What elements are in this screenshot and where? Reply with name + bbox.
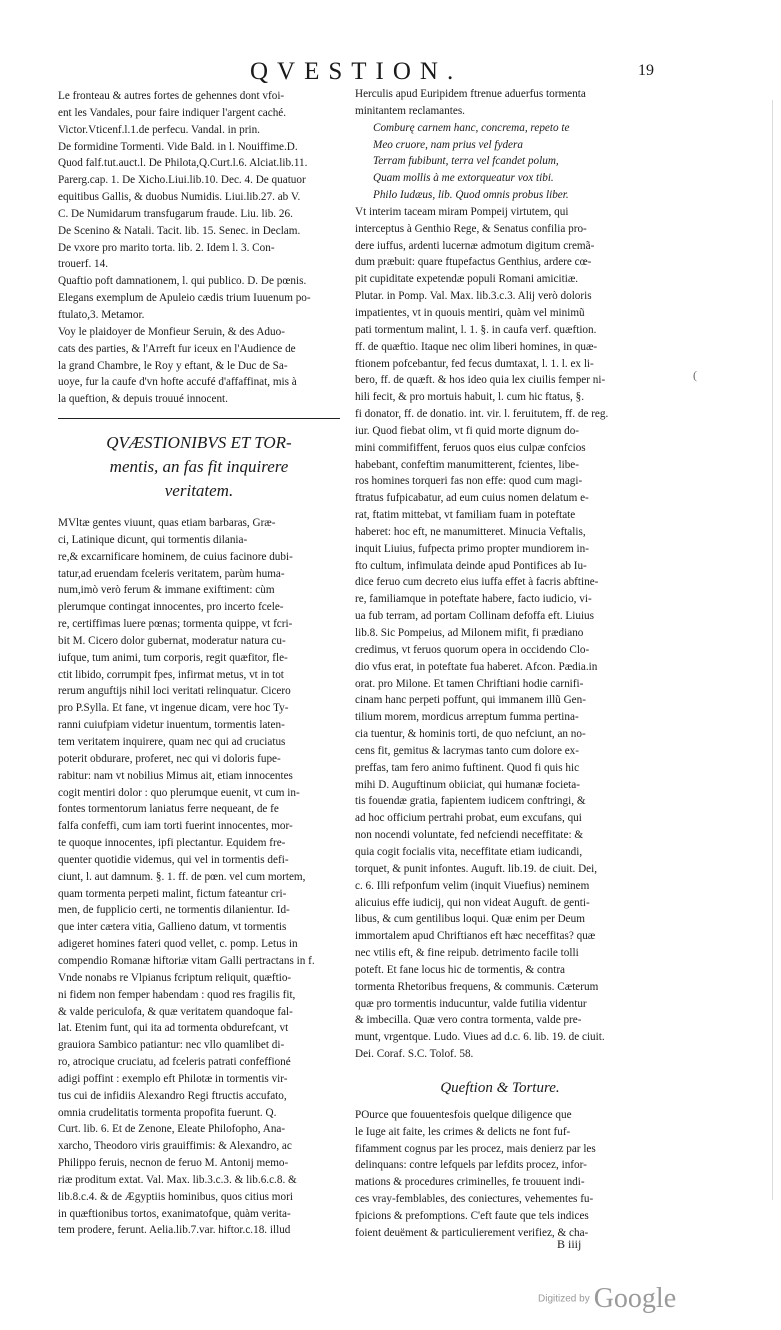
text-line: in quæftionibus tortos, exanimatofque, quàm verita-: [58, 1207, 291, 1220]
text-line: Le fronteau & autres fortes de gehennes dont vfoi-: [58, 90, 285, 102]
text-line: ftratus fufpicabatur, ad eum cuius nomen delatum e-: [355, 492, 589, 505]
text-line: re, familiamque in poteftate habere, facto iudicio, vi-: [355, 593, 592, 606]
text-line: tis fouendæ gratia, fapientem iudicem conftringi, &: [355, 795, 586, 808]
text-line: ro, atrocique cruciatu, ad fceleris patrati confeffioné: [58, 1056, 291, 1069]
text-line: Curt. lib. 6. Et de Zenone, Eleate Philofopho, Ana-: [58, 1123, 286, 1136]
text-line: tem veritatem inquirere, quam nec qui ad cruciatus: [58, 736, 286, 748]
text-line: re, certiffimas luere pœnas; tormenta quippe, vt fcri-: [58, 618, 293, 631]
text-line: ciunt, l. aut damnum. §. 1. ff. de pœn. vel cum mortem,: [58, 870, 306, 883]
text-line: Vnde nonabs re Vlpianus fcriptum reliquit, quæftio-: [58, 971, 292, 984]
text-line: ros homines torqueri fas non effe: quod cum magi-: [355, 475, 583, 488]
text-line: le Iuge ait faite, les crimes & delicts ne font fuf-: [355, 1125, 571, 1138]
watermark-prefix: Digitized by: [538, 1293, 590, 1305]
text-line: ad hoc officium pertrahi probat, eum excufans, qui: [355, 812, 582, 825]
page-number: 19: [638, 62, 654, 79]
text-line: C. De Numidarum transfugarum fraude. Liu. lib. 26.: [58, 207, 293, 220]
text-line: cinam hanc perpeti poffunt, qui immanem illũ Gen-: [355, 694, 586, 707]
text-line: torquet, & punit infontes. Auguft. lib.19. de ciuit. Dei,: [355, 862, 598, 875]
heading-line: veritatem.: [164, 481, 234, 501]
text-line: Parerg.cap. 1. De Xicho.Liui.lib.10. Dec. 4. De quatuor: [58, 174, 306, 187]
text-line: mations & procedures criminelles, fe trouuent indi-: [355, 1176, 585, 1189]
text-line: preffas, tam fero animo fuftinent. Quod fi quis hic: [355, 761, 580, 774]
text-line: foient deuëment & particulierement verifiez, & cha-: [355, 1226, 589, 1239]
text-line: num,imò verò ferum & immane exiftiment: cùm: [58, 584, 275, 597]
text-line: cia tuentur, & hominis torti, de quo nefciunt, an no-: [355, 728, 586, 741]
text-line: xarcho, Theodoro viris grauiffimis: & Alexandro, ac: [58, 1140, 292, 1153]
text-line: bero, ff. de quæft. & hos ideo quia lex ciuilis femper ni-: [355, 374, 606, 387]
text-line: iur. Quod fiebat olim, vt fi quid morte dignum do-: [355, 424, 580, 437]
text-line: immortalem apud Chriftianos eft hæc neceffitas? quæ: [355, 930, 596, 943]
text-line: De formidine Tormenti. Vide Bald. in l. Nouiffime.D.: [58, 140, 298, 153]
text-line: pati tormentum malint, l. 1. §. in caufa verf. quæftion.: [355, 323, 597, 336]
text-line: ff. de quæftio. Itaque nec olim liberi homines, in quæ-: [355, 340, 598, 353]
text-line: Philippo feruis, necnon de feruo M. Antonij memo-: [58, 1157, 289, 1170]
text-line: Dei. Coraf. S.C. Tolof. 58.: [355, 1048, 474, 1061]
text-line: interceptus à Genthio Rege, & Senatus confilia pro-: [355, 222, 587, 235]
text-line: dio vfus erat, in poteftate fua haberet. Afcon. Pædia.in: [355, 660, 598, 673]
text-line: & imbecilla. Quæ vero contra tormenta, valde pre-: [355, 1014, 582, 1027]
text-line: rerum anguftijs nihil loci veritati relinquatur. Cicero: [58, 685, 291, 698]
text-line: ftulato,3. Metamor.: [58, 308, 145, 321]
text-line: adigeret homines fateri quod vellet, c. pomp. Letus in: [58, 938, 298, 951]
text-line: tormenta Rhetoribus frequens, & communis. Cæterum: [355, 980, 599, 993]
text-line: rabitur: nam vt nobilius Mimus ait, etiam innocentes: [58, 769, 293, 782]
text-line: quam tormenta perpeti malint, fictum fateantur cri-: [58, 887, 287, 900]
text-line: grauiora Sambico patiantur: nec vllo quamlibet di-: [58, 1039, 285, 1052]
text-line: lib.8. Sic Pompeius, ad Milonem mifit, fi prædiano: [355, 627, 584, 639]
text-line: munt, vrgentque. Ludo. Viues ad d.c. 6. lib. 19. de ciuit.: [355, 1031, 605, 1044]
text-line: fi donator, ff. de donatio. int. vir. l. feruitutem, ff. de reg.: [355, 408, 609, 421]
text-line: omnia crudelitatis tormenta propofita fuerunt. Q.: [58, 1106, 277, 1119]
text-line: cens fit, gemitus & lacrymas tanto cum dolore ex-: [355, 744, 579, 757]
verse-line: Quam mollis à me extorqueatur vox tibi.: [373, 172, 554, 185]
text-line: credimus, vt feruos quorum opera in occidendo Clo-: [355, 643, 590, 656]
text-line: & valde periculofa, & quæ veritatem quandoque fal-: [58, 1005, 293, 1018]
heading-line: mentis, an fas fit inquirere: [109, 457, 289, 477]
text-line: De Scenino & Natali. Tacit. lib. 15. Senec. in Declam.: [58, 224, 301, 237]
text-line: haberet: hoc eft, ne manumitteret. Minucia Veftalis,: [355, 525, 586, 538]
text-line: iufque, tum animi, tum corporis, regit quæfitor, fle-: [58, 651, 288, 664]
text-line: pro P.Sylla. Et fane, vt ingenue dicam, vere hoc Ty-: [58, 702, 289, 715]
verse-line: Philo Iudæus, lib. Quod omnis probus liber.: [373, 189, 569, 202]
text-line: lat. Etenim funt, qui ita ad tormenta obdurefcant, vt: [58, 1022, 289, 1035]
margin-mark: (: [693, 368, 697, 382]
text-line: mihi D. Auguftinum obiiciat, qui humanæ focieta-: [355, 778, 580, 791]
right-top-block: [355, 86, 645, 120]
text-line: plerumque contingat innocentes, pro incerto fcele-: [58, 601, 284, 614]
text-line: lib.8.c.4. & de Ægyptiis hominibus, quos citius mori: [58, 1190, 293, 1203]
text-line: la grand Chambre, le Roy y eftant, & le Duc de Sa-: [58, 359, 288, 372]
verse-line: Meo cruore, nam prius vel fydera: [373, 138, 523, 151]
text-line: trouerf. 14.: [58, 258, 109, 271]
text-line: tus cui de infidiis Alexandro Regi ftructis accufato,: [58, 1089, 287, 1102]
text-line: impatientes, vt in quouis mentiri, quàm vel minimũ: [355, 306, 585, 319]
text-line: Victor.Vticenf.l.1.de perfecu. Vandal. in prin.: [58, 123, 260, 136]
french-section-heading: Queftion & Torture.: [440, 1079, 560, 1096]
text-line: ci, Latinique dicunt, qui tormentis dilania-: [58, 533, 248, 546]
text-line: hili fecit, & pro mortuis habuit, l. cum hic ftatus, §.: [355, 391, 584, 404]
text-line: tilium morem, mordicus arreptum fumma pertina-: [355, 711, 579, 724]
text-line: te quoque innocentes, ipfi plectantur. Equidem fre-: [58, 837, 286, 850]
text-line: orat. pro Milone. Et tamen Chriftiani hodie carnifi-: [355, 677, 584, 690]
text-line: fifamment cognus par les procez, mais denierz par les: [355, 1142, 596, 1155]
signature-mark: B iiij: [557, 1237, 582, 1251]
text-line: mini commififfent, feruos quos eius culpæ confcios: [355, 441, 586, 454]
running-title: QVESTION.: [250, 58, 463, 85]
text-line: MVltæ gentes viuunt, quas etiam barbaras, Græ-: [58, 517, 276, 530]
text-line: quæ pro tormentis inducuntur, valde futilia videntur: [355, 997, 587, 1010]
heading-line: QVÆSTIONIBVS ET TOR-: [106, 433, 292, 453]
verse-line: Comburę carnem hanc, concrema, repeto te: [373, 121, 570, 134]
text-line: que inter cætera vitia, Gallieno datum, vt tormentis: [58, 921, 287, 934]
google-logo: Google: [593, 1283, 677, 1314]
text-line: habebant, confeftim manumitterent, fcientes, libe-: [355, 458, 579, 471]
text-line: ua fub terram, ad portam Collinam defoffa eft. Liuius: [355, 610, 595, 623]
page-edge: [772, 100, 778, 1200]
text-line: re,& excarnificare hominem, de cuius facinore dubi-: [58, 550, 293, 563]
left-column: [58, 88, 340, 1239]
text-line: men, de fupplicio certi, ne tormentis dilanientur. Id-: [58, 904, 290, 917]
text-line: ni fidem non femper habendam : quod res fragilis fit,: [58, 988, 296, 1001]
text-line: dere iuffus, ardenti lucernæ admotum digitum cremã-: [355, 239, 595, 252]
text-line: compendio Romanæ hiftoriæ vitam Galli pertractans in f.: [58, 954, 315, 967]
text-line: ftionem pofcebantur, fed fecus dumtaxat, l. 1. l. ex li-: [355, 357, 594, 370]
text-line: Plutar. in Pomp. Val. Max. lib.3.c.3. Alij verò doloris: [355, 290, 592, 303]
text-line: cogit mentiri dolor : quo plerumque euenit, vt cum in-: [58, 786, 300, 799]
text-line: bit M. Cicero dolor gubernat, moderatur natura cu-: [58, 634, 286, 647]
text-line: Quod falf.tut.auct.l. De Philota,Q.Curt.l.6. Alciat.lib.11.: [58, 157, 308, 170]
text-line: tem prodere, ferunt. Aelia.lib.7.var. hiftor.c.18. illud: [58, 1224, 291, 1237]
text-line: tatur,ad eruendam fceleris veritatem, parùm huma-: [58, 567, 285, 580]
text-line: rat, ftatim mittebat, vt familiam fuam in poteftate: [355, 509, 576, 522]
text-line: Voy le plaidoyer de Monfieur Seruin, & des Aduo-: [58, 325, 285, 338]
text-line: ces vray-femblables, des coniectures, vehementes fu-: [355, 1193, 594, 1206]
right-column: [355, 86, 645, 1242]
text-line: dum præbuit: quare ftupefactus Genthius, ardere cœ-: [355, 256, 592, 269]
text-line: ranni cuiufpiam videtur inuentum, tormentis laten-: [58, 719, 285, 732]
text-line: POurce que fouuentesfois quelque diligence que: [355, 1108, 572, 1121]
section-divider: [58, 418, 340, 419]
text-line: Herculis apud Euripidem ftrenue aduerfus tormenta: [355, 88, 586, 100]
text-line: c. 6. Illi refponfum velim (inquit Viuefius) neminem: [355, 879, 590, 892]
text-line: cats des parties, & l'Arreft fur iceux en l'Audience de: [58, 342, 296, 355]
text-line: Quaftio poft damnationem, l. qui publico. D. De pœnis.: [58, 275, 307, 288]
left-body-text: [58, 515, 340, 1239]
text-line: fontes tormentorum laniatus ferre nequeant, de fe: [58, 803, 279, 816]
text-line: libus, & cum gentilibus loqui. Quæ enim per Deum: [355, 913, 585, 926]
text-line: poteft. Et fane locus hic de tormentis, & contra: [355, 963, 566, 976]
text-line: quia cogit focialis vita, neceffitate etiam iudicandi,: [355, 845, 583, 858]
text-line: alicuius effe iudicij, qui non videat Auguft. de genti-: [355, 896, 590, 909]
text-line: Vt interim taceam miram Pompeij virtutem, qui: [355, 205, 569, 218]
text-line: ctit libido, corrumpit fpes, infirmat metus, vt in tot: [58, 668, 284, 681]
text-line: non nocendi voluntate, fed nefciendi neceffitate: &: [355, 829, 584, 842]
verse-quote: [355, 120, 645, 204]
text-line: fto cultum, infimulata deinde apud Pontifices ab Iu-: [355, 559, 587, 572]
text-line: Elegans exemplum de Apuleio cædis trium Iuuenum po-: [58, 292, 311, 305]
text-line: la queftion, & depuis trouué innocent.: [58, 393, 228, 406]
text-line: riæ proditum extat. Val. Max. lib.3.c.3. & lib.6.c.8. &: [58, 1173, 297, 1186]
right-body-text: [355, 204, 645, 1063]
text-line: falfa confeffi, cum iam torti fuerint innocentes, mor-: [58, 820, 293, 833]
digitized-watermark: [538, 1283, 676, 1315]
text-line: dice feruo cum decreto eius iuffa effet à facris abftine-: [355, 576, 599, 589]
left-top-block: [58, 88, 340, 408]
text-line: inquit Liuius, fufpecta primo propter mundiorem in-: [355, 542, 589, 555]
text-line: quenter quotidie videmus, qui vel in tormentis defi-: [58, 853, 289, 866]
text-line: minitantem reclamantes.: [355, 104, 465, 117]
text-line: adigi poffint : exemplo eft Philotæ in tormentis vir-: [58, 1072, 288, 1085]
text-line: equitibus Gallis, & duobus Numidis. Liui.lib.27. ab V.: [58, 191, 301, 204]
verse-line: Terram fubibunt, terra vel fcandet polum,: [373, 155, 559, 168]
french-body-text: [355, 1107, 645, 1242]
text-line: fpicions & prefomptions. C'eft faute que tels indices: [355, 1210, 589, 1222]
text-line: delinquans: contre lefquels par lefdits procez, infor-: [355, 1159, 587, 1172]
text-line: ent les Vandales, pour faire indiquer l'argent caché.: [58, 106, 287, 119]
text-line: uoye, fur la caufe d'vn hofte accufé d'affaffinat, mis à: [58, 376, 297, 389]
text-line: pit cupiditate expetendæ populi Romani amicitiæ.: [355, 273, 579, 286]
text-line: De vxore pro marito torta. lib. 2. Idem l. 3. Con-: [58, 241, 275, 254]
section-heading: [58, 431, 340, 503]
text-line: poterit obdurare, proferet, nec qui vi doloris fupe-: [58, 752, 281, 765]
text-line: nec vtilis eft, & fine reipub. detrimento facile tolli: [355, 947, 579, 960]
